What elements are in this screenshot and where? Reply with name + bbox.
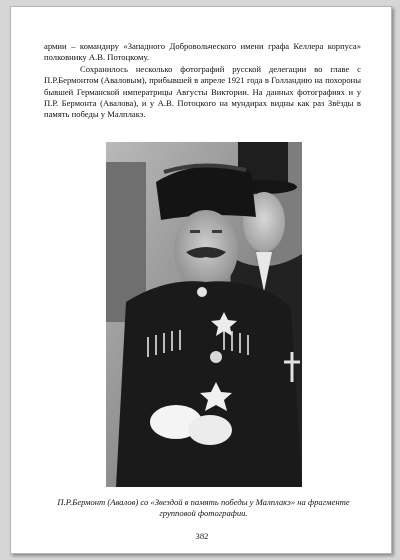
page-number: 382 [195, 531, 209, 541]
group-photograph [106, 142, 302, 487]
photo-caption: П.Р.Бермонт (Авалов) со «Звездой в память победы у Малплакэ» на фрагменте групповой фотографии. [57, 497, 350, 518]
paragraph-1: армии – командиру «Западного Добровольческого имени графа Келлера корпуса» полковнику А.В. Потоцкому. [44, 41, 361, 63]
paragraph-2: Сохранилось несколько фотографий русской делегации во главе с П.Р.Бермонтом (Аваловым), прибывшей в апреле 1921 года в Голландию на похороны бывшей Германской императрицы Августы Виктории. На данных фотографиях и у П.Р. Бермонта (Авалова), и у А.В. Потоцкого на мундирах видны как раз Звёзды в память победы у Малплакэ. [44, 63, 361, 120]
document-page [10, 6, 392, 554]
body-text [44, 41, 361, 121]
